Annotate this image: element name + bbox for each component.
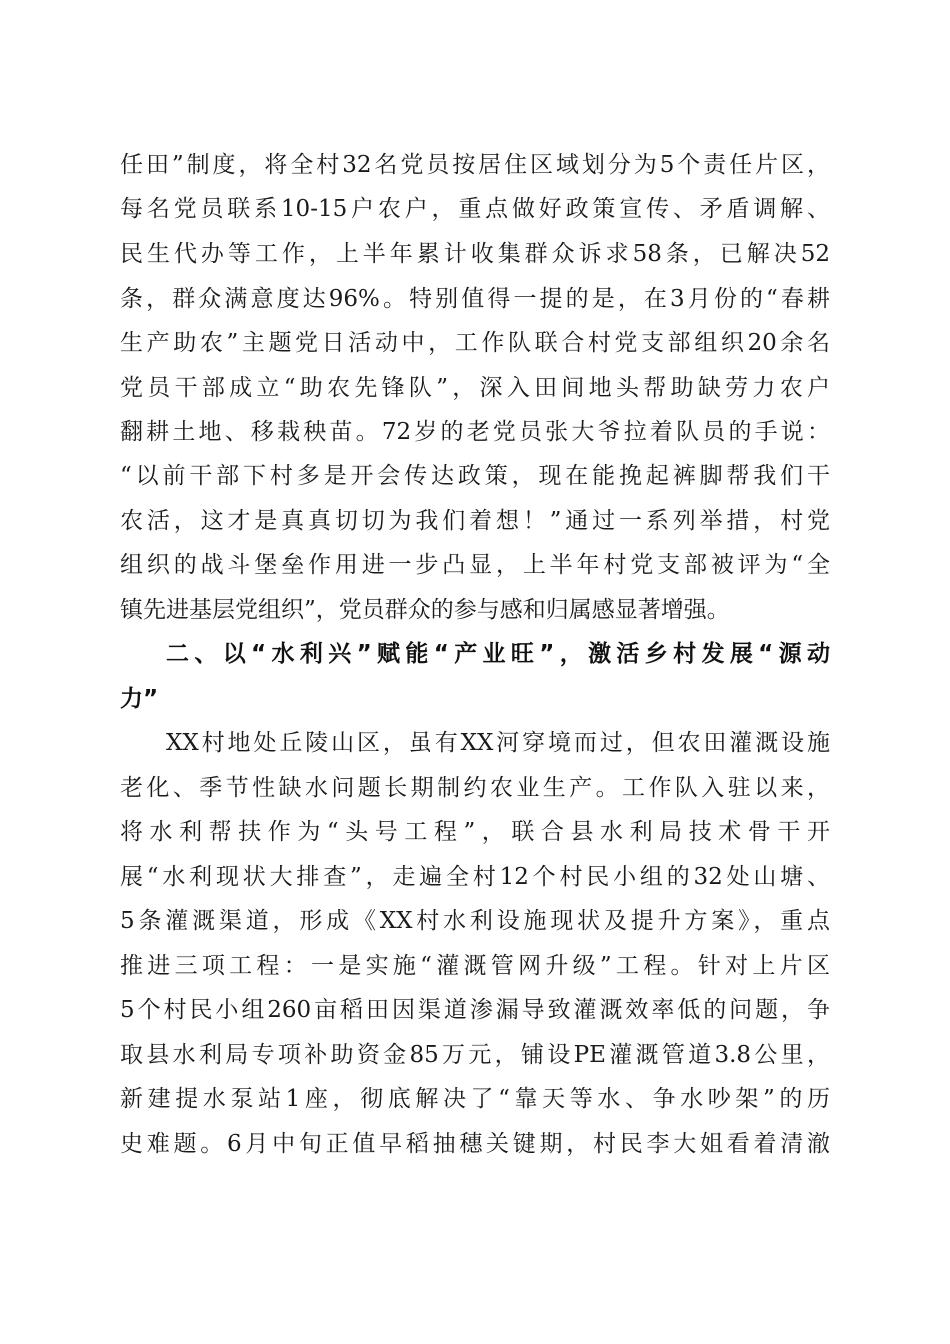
paragraph-1-line-4: 条，群众满意度达96%。特别值得一提的是，在3月份的“春耕 [120,286,830,312]
paragraph-2-line-3: 将水利帮扶作为“头号工程”，联合县水利局技术骨干开 [120,819,830,845]
paragraph-1-line-3: 民生代办等工作，上半年累计收集群众诉求58条，已解决52 [120,241,830,267]
paragraph-2-line-2: 老化、季节性缺水问题长期制约农业生产。工作队入驻以来， [120,775,830,801]
paragraph-1-line-1: 任田”制度，将全村32名党员按居住区域划分为5个责任片区， [120,152,830,178]
paragraph-1-line-6: 党员干部成立“助农先锋队”，深入田间地头帮助缺劳力农户 [120,375,830,401]
paragraph-1-line-7: 翻耕土地、移栽秧苗。72岁的老党员张大爷拉着队员的手说： [120,419,830,445]
paragraph-2-line-7: 5个村民小组260亩稻田因渠道渗漏导致灌溉效率低的问题，争 [120,997,830,1023]
paragraph-2-line-1: XX村地处丘陵山区，虽有XX河穿境而过，但农田灌溉设施 [166,730,830,756]
paragraph-1-line-11: 镇先进基层党组织”，党员群众的参与感和归属感显著增强。 [120,597,730,623]
section-heading-line-2: 力” [120,686,159,712]
paragraph-2-line-4: 展“水利现状大排查”，走遍全村12个村民小组的32处山塘、 [120,864,830,890]
paragraph-2-line-6: 推进三项工程：一是实施“灌溉管网升级”工程。针对上片区 [120,953,830,979]
paragraph-2-line-9: 新建提水泵站1座，彻底解决了“靠天等水、争水吵架”的历 [120,1086,830,1112]
paragraph-1-line-8: “以前干部下村多是开会传达政策，现在能挽起裤脚帮我们干 [120,463,830,489]
paragraph-2-line-5: 5条灌溉渠道，形成《XX村水利设施现状及提升方案》，重点 [120,908,830,934]
paragraph-1-line-10: 组织的战斗堡垒作用进一步凸显，上半年村党支部被评为“全 [120,552,830,578]
paragraph-1-line-9: 农活，这才是真真切切为我们着想！”通过一系列举措，村党 [120,508,830,534]
paragraph-1-line-2: 每名党员联系10-15户农户，重点做好政策宣传、矛盾调解、 [120,196,830,222]
section-heading-line-1: 二、以“水利兴”赋能“产业旺”，激活乡村发展“源动 [166,641,830,667]
paragraph-2-line-10: 史难题。6月中旬正值早稻抽穗关键期，村民李大姐看着清澈 [120,1131,830,1157]
paragraph-2-line-8: 取县水利局专项补助资金85万元，铺设PE灌溉管道3.8公里， [120,1042,830,1068]
paragraph-1-line-5: 生产助农”主题党日活动中，工作队联合村党支部组织20余名 [120,330,830,356]
